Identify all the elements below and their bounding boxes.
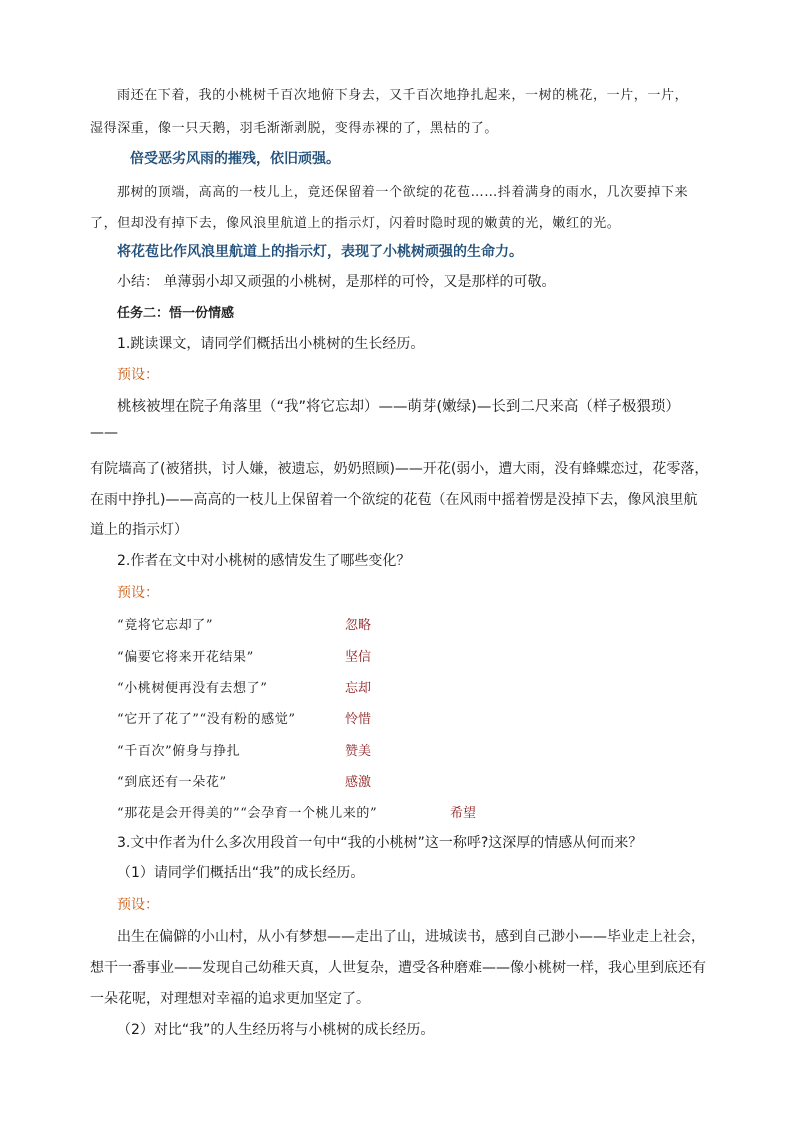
preset-label-1: 预设： [117, 367, 159, 383]
tree-paragraph-line-1: 那树的顶端，高高的一枝儿上，竟还保留着一个欲绽的花苞……抖着满身的雨水，几次要掉下来 [117, 185, 689, 200]
emotion-feeling: 怜惜 [345, 712, 372, 727]
answer-3-line-2: 想干一番事业——发现自己幼稚天真，人世复杂，遭受各种磨难——像小桃树一样，我心里到底还有 [90, 960, 706, 976]
question-3-part-2: （2）对比“我”的人生经历将与小桃树的成长经历。 [117, 1022, 435, 1038]
annotation-note-1: 倍受恶劣风雨的摧残，依旧顽强。 [130, 151, 340, 167]
tree-paragraph-line-2: 了，但却没有掉下去，像风浪里航道上的指示灯，闪着时隐时现的嫩黄的光，嫩红的光。 [90, 216, 621, 231]
emotion-quote: “竟将它忘却了” [117, 618, 214, 633]
emotion-feeling: 感激 [345, 775, 372, 790]
emotion-quote: “偏要它将来开花结果” [117, 650, 254, 665]
answer-1-line-5: 道上的指示灯） [90, 522, 188, 538]
question-2: 2.作者在文中对小桃树的感情发生了哪些变化？ [117, 553, 411, 569]
emotion-quote: “那花是会开得美的”“会孕育一个桃儿来的” [117, 806, 378, 821]
answer-1-line-1: 桃核被埋在院子角落里（“我”将它忘却）——萌芽(嫩绿)—长到二尺来高（样子极猥琐） [117, 399, 680, 415]
question-3-part-1: （1）请同学们概括出“我”的成长经历。 [117, 865, 365, 881]
emotion-quote: “它开了花了”“没有粉的感觉” [117, 712, 296, 727]
answer-3-line-3: 一朵花呢，对理想对幸福的追求更加坚定了。 [90, 991, 370, 1007]
answer-1-line-3: 有院墙高了(被猪拱，讨人嫌，被遗忘，奶奶照顾)——开花(弱小，遭大雨，没有蜂蝶恋过，花零落， [90, 461, 709, 477]
question-3: 3.文中作者为什么多次用段首一句中“我的小桃树”这一称呼?这深厚的情感从何而来？ [117, 835, 643, 851]
question-1: 1.跳读课文，请同学们概括出小桃树的生长经历。 [117, 336, 425, 352]
emotion-feeling: 忽略 [345, 618, 372, 633]
answer-1-line-4: 在雨中挣扎)——高高的一枝儿上保留着一个欲绽的花苞（在风雨中摇着愣是没掉下去，像风浪里航 [90, 492, 698, 508]
task-2-heading: 任务二：悟一份情感 [117, 306, 235, 321]
preset-label-3: 预设： [117, 897, 159, 913]
answer-1-line-2: —— [90, 425, 118, 441]
rain-paragraph-line-1: 雨还在下着，我的小桃树千百次地俯下身去，又千百次地挣扎起来，一树的桃花，一片，一片， [117, 88, 689, 103]
annotation-note-2: 将花苞比作风浪里航道上的指示灯，表现了小桃树顽强的生命力。 [117, 244, 523, 260]
emotion-feeling: 希望 [450, 806, 477, 821]
summary-text: 小结： 单薄弱小却又顽强的小桃树，是那样的可怜，又是那样的可敬。 [117, 274, 556, 290]
answer-3-line-1: 出生在偏僻的小山村，从小有梦想——走出了山，进城读书，感到自己渺小——毕业走上社会， [117, 929, 705, 945]
emotion-feeling: 坚信 [345, 650, 372, 665]
emotion-feeling: 忘却 [345, 681, 372, 696]
preset-label-2: 预设： [117, 585, 159, 601]
emotion-feeling: 赞美 [345, 744, 372, 759]
emotion-quote: “小桃树便再没有去想了” [117, 681, 268, 696]
emotion-quote: “到底还有一朵花” [117, 775, 227, 790]
rain-paragraph-line-2: 湿得深重，像一只天鹅，羽毛渐渐剥脱，变得赤裸的了，黑枯的了。 [90, 121, 499, 136]
emotion-quote: “千百次”俯身与挣扎 [117, 744, 241, 759]
